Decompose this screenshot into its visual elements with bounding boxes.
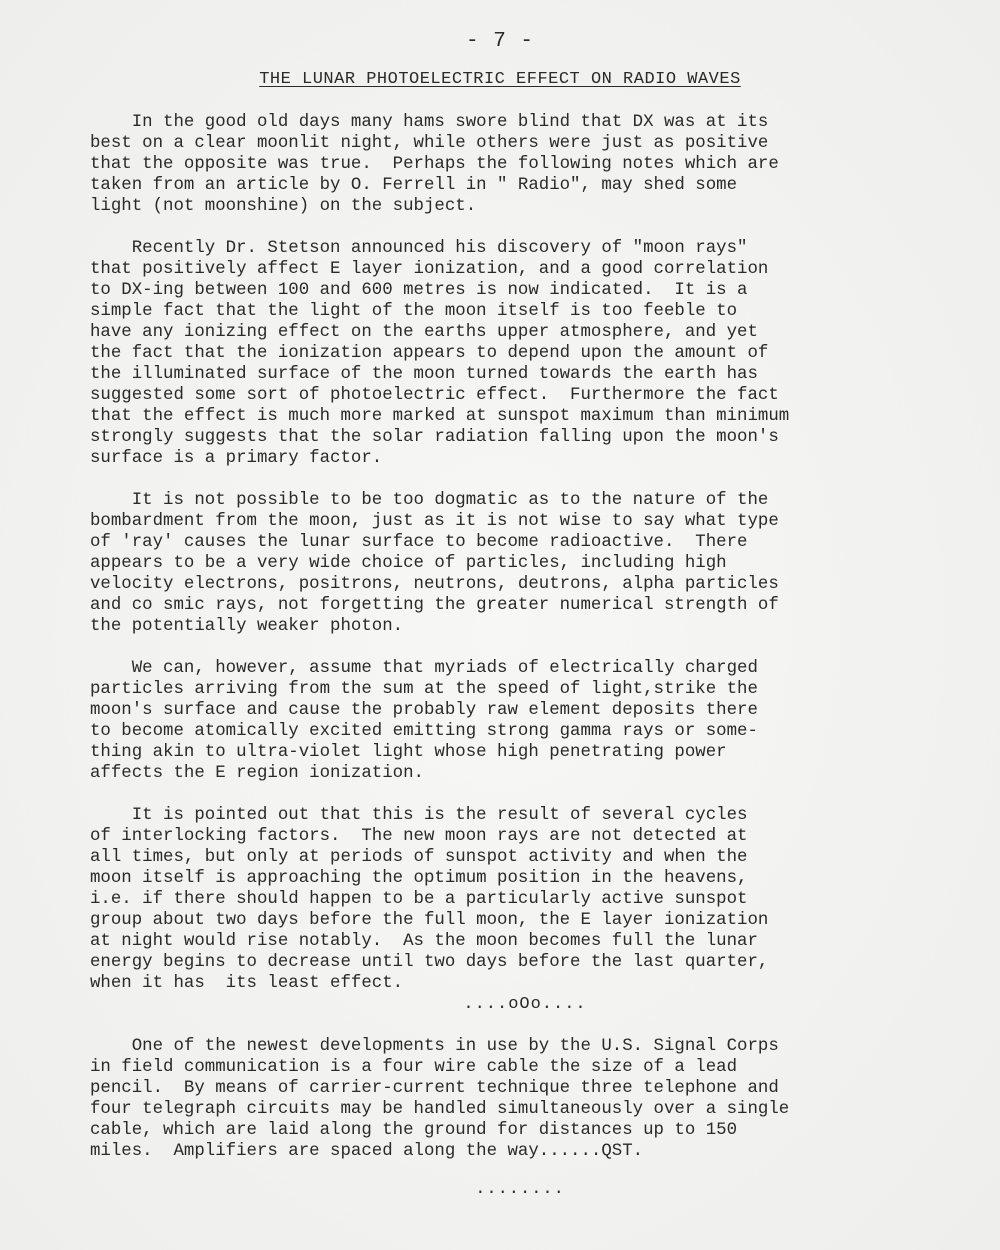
text-line: affects the E region ionization. (90, 764, 424, 783)
text-line: moon itself is approaching the optimum position in the heavens, (90, 869, 748, 888)
text-line: suggested some sort of photoelectric effect. Furthermore the fact (90, 386, 779, 405)
text-line: the illuminated surface of the moon turned towards the earth has (90, 365, 758, 384)
text-line: group about two days before the full moon, the E layer ionization (90, 911, 769, 930)
text-line: all times, but only at periods of sunspot activity and when the (90, 848, 748, 867)
section-separator: ....oOo.... (463, 995, 587, 1014)
text-line: and co smic rays, not forgetting the greater numerical strength of (90, 596, 779, 615)
text-line: the potentially weaker photon. (90, 617, 404, 636)
text-line: when it has its least effect. (90, 974, 404, 993)
text-line: best on a clear moonlit night, while others were just as positive (90, 134, 769, 153)
article-title: THE LUNAR PHOTOELECTRIC EFFECT ON RADIO WAVES (259, 70, 741, 89)
text-line: simple fact that the light of the moon itself is too feeble to (90, 302, 738, 321)
text-line: It is pointed out that this is the result of several cycles (90, 806, 748, 825)
text-line: appears to be a very wide choice of particles, including high (90, 554, 727, 573)
paragraph (90, 112, 940, 217)
text-line: that the opposite was true. Perhaps the following notes which are (90, 155, 779, 174)
text-line: the fact that the ionization appears to depend upon the amount of (90, 344, 769, 363)
text-line: that positively affect E layer ionization, and a good correlation (90, 260, 769, 279)
text-line: moon's surface and cause the probably raw element deposits there (90, 701, 758, 720)
text-line: We can, however, assume that myriads of electrically charged (90, 659, 758, 678)
page-number: - 7 - (465, 30, 534, 53)
paragraph (90, 490, 940, 637)
paragraph (90, 658, 940, 784)
text-line: velocity electrons, positrons, neutrons, deutrons, alpha particles (90, 575, 779, 594)
text-line: strongly suggests that the solar radiation falling upon the moon's (90, 428, 779, 447)
text-line: that the effect is much more marked at sunspot maximum than minimum (90, 407, 790, 426)
text-line: It is not possible to be too dogmatic as to the nature of the (90, 491, 769, 510)
text-line: have any ionizing effect on the earths upper atmosphere, and yet (90, 323, 758, 342)
text-line: pencil. By means of carrier-current technique three telephone and (90, 1079, 779, 1098)
text-line: Recently Dr. Stetson announced his discovery of "moon rays" (90, 239, 748, 258)
text-line: bombardment from the moon, just as it is not wise to say what type (90, 512, 779, 531)
paragraph (90, 1036, 940, 1162)
text-line: light (not moonshine) on the subject. (90, 197, 477, 216)
text-line: at night would rise notably. As the moon becomes full the lunar (90, 932, 758, 951)
article-body (90, 112, 940, 1221)
text-line: four telegraph circuits may be handled simultaneously over a single (90, 1100, 790, 1119)
text-line: of 'ray' causes the lunar surface to become radioactive. There (90, 533, 748, 552)
text-line: In the good old days many hams swore blind that DX was at its (90, 113, 769, 132)
text-line: cable, which are laid along the ground for distances up to 150 (90, 1121, 738, 1140)
text-line: miles. Amplifiers are spaced along the way......QST. (90, 1142, 644, 1161)
text-line: of interlocking factors. The new moon rays are not detected at (90, 827, 748, 846)
paragraph (90, 805, 940, 994)
paragraph (90, 238, 940, 469)
text-line: energy begins to decrease until two days before the last quarter, (90, 953, 769, 972)
text-line: i.e. if there should happen to be a particularly active sunspot (90, 890, 748, 909)
text-line: thing akin to ultra-violet light whose high penetrating power (90, 743, 727, 762)
text-line: to DX-ing between 100 and 600 metres is now indicated. It is a (90, 281, 748, 300)
text-line: in field communication is a four wire cable the size of a lead (90, 1058, 738, 1077)
end-separator: ........ (475, 1180, 565, 1199)
text-line: to become atomically excited emitting strong gamma rays or some- (90, 722, 758, 741)
text-line: taken from an article by O. Ferrell in " Radio", may shed some (90, 176, 738, 195)
text-line: surface is a primary factor. (90, 449, 383, 468)
text-line: One of the newest developments in use by the U.S. Signal Corps (90, 1037, 779, 1056)
text-line: particles arriving from the sum at the speed of light,strike the (90, 680, 758, 699)
